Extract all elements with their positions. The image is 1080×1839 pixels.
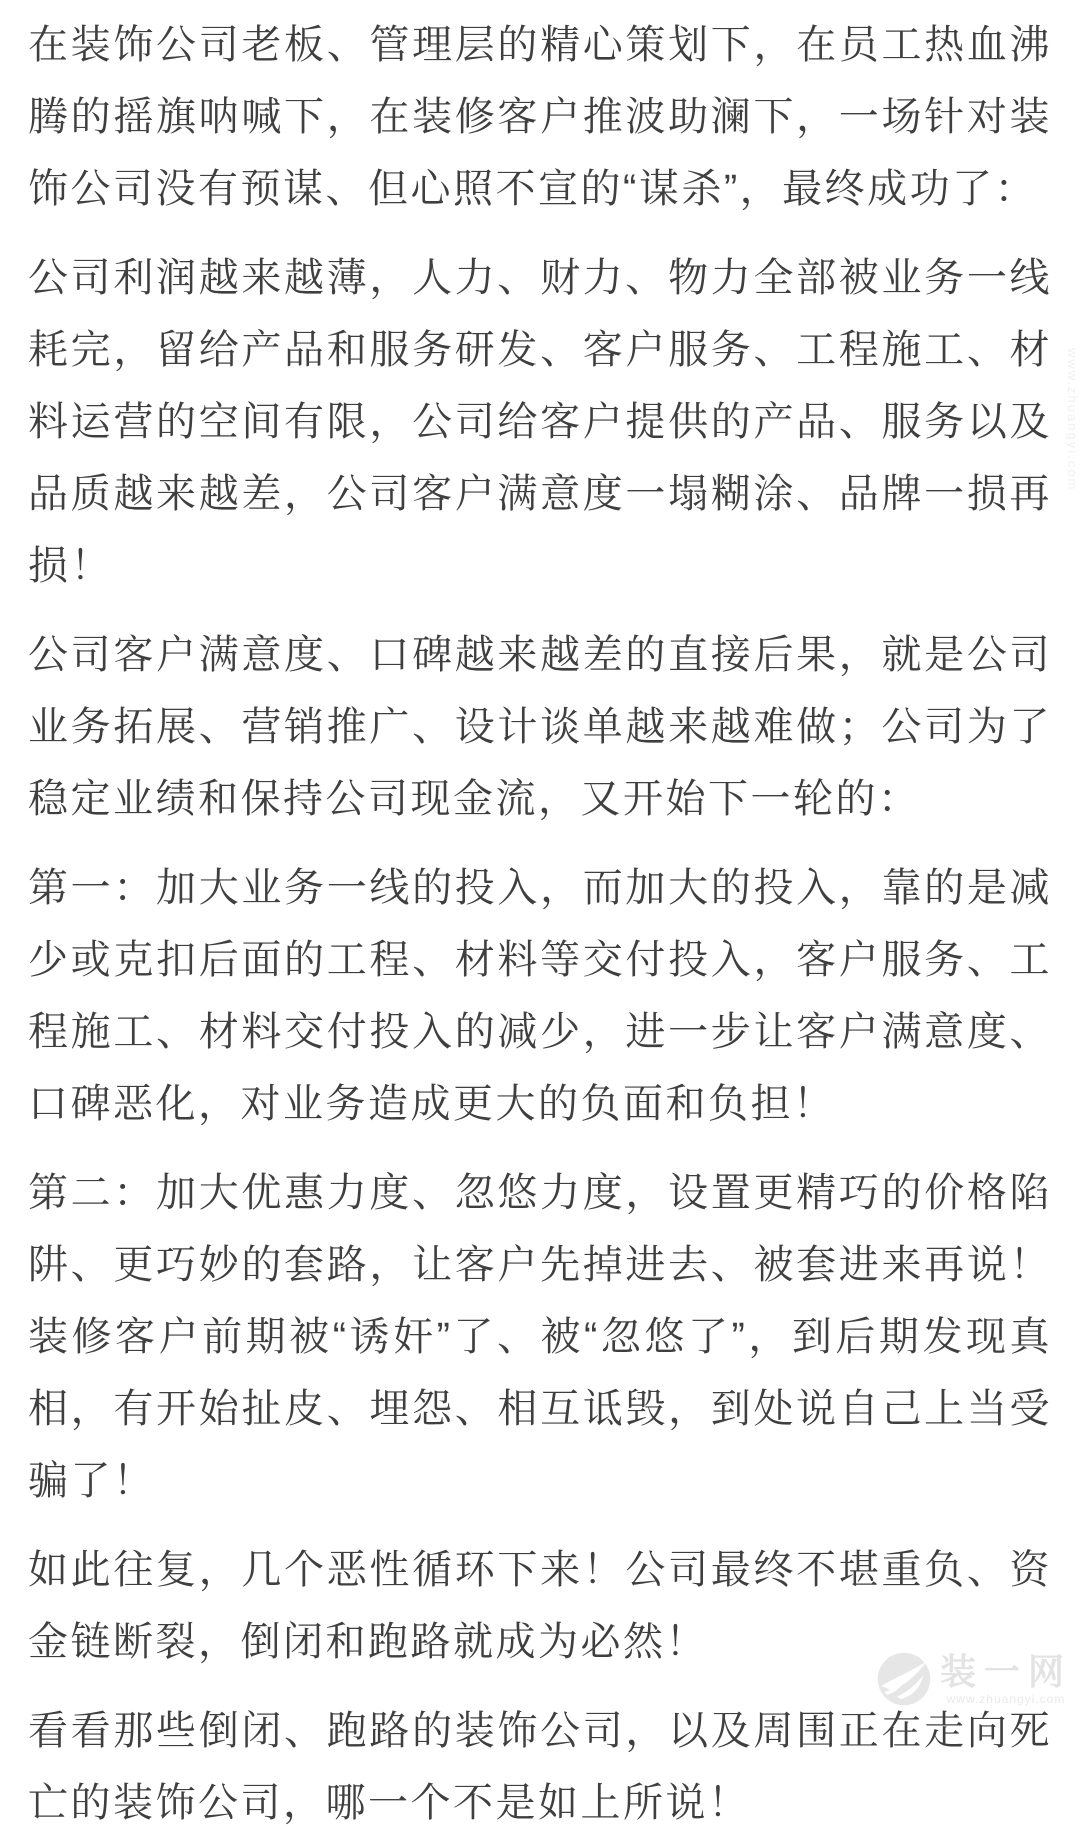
paragraph: 公司利润越来越薄，人力、财力、物力全部被业务一线耗完，留给产品和服务研发、客户服务、工程施工、材料运营的空间有限，公司给客户提供的产品、服务以及品质越来越差，公司客户满意度一塌糊涂、品牌一损再损！ — [28, 256, 1052, 588]
paragraph: 公司客户满意度、口碑越来越差的直接后果，就是公司业务拓展、营销推广、设计谈单越来越难做；公司为了稳定业绩和保持公司现金流，又开始下一轮的： — [28, 633, 1052, 821]
paragraph: 看看那些倒闭、跑路的装饰公司，以及周围正在走向死亡的装饰公司，哪一个不是如上所说！ — [28, 1709, 1052, 1825]
brand-name: 装一网 — [939, 1651, 1072, 1692]
side-url-watermark: www.zhuangyi.com — [1065, 348, 1080, 492]
paragraph: 在装饰公司老板、管理层的精心策划下，在员工热血沸腾的摇旗呐喊下，在装修客户推波助澜下，一场针对装饰公司没有预谋、但心照不宣的“谋杀”，最终成功了： — [28, 23, 1052, 211]
paragraph: 第二：加大优惠力度、忽悠力度，设置更精巧的价格陷阱、更巧妙的套路，让客户先掉进去、被套进来再说！装修客户前期被“诱奸”了、被“忽悠了”，到后期发现真相，有开始扯皮、埋怨、相互诋毁，到处说自己上当受骗了！ — [28, 1171, 1052, 1503]
paragraph: 第一：加大业务一线的投入，而加大的投入，靠的是减少或克扣后面的工程、材料等交付投入，客户服务、工程施工、材料交付投入的减少，进一步让客户满意度、口碑恶化，对业务造成更大的负面和负担！ — [28, 866, 1052, 1126]
brand-url: www.zhuangyi.com — [946, 1692, 1066, 1706]
paragraph: 如此往复，几个恶性循环下来！公司最终不堪重负、资金链断裂，倒闭和跑路就成为必然！ — [28, 1548, 1052, 1664]
